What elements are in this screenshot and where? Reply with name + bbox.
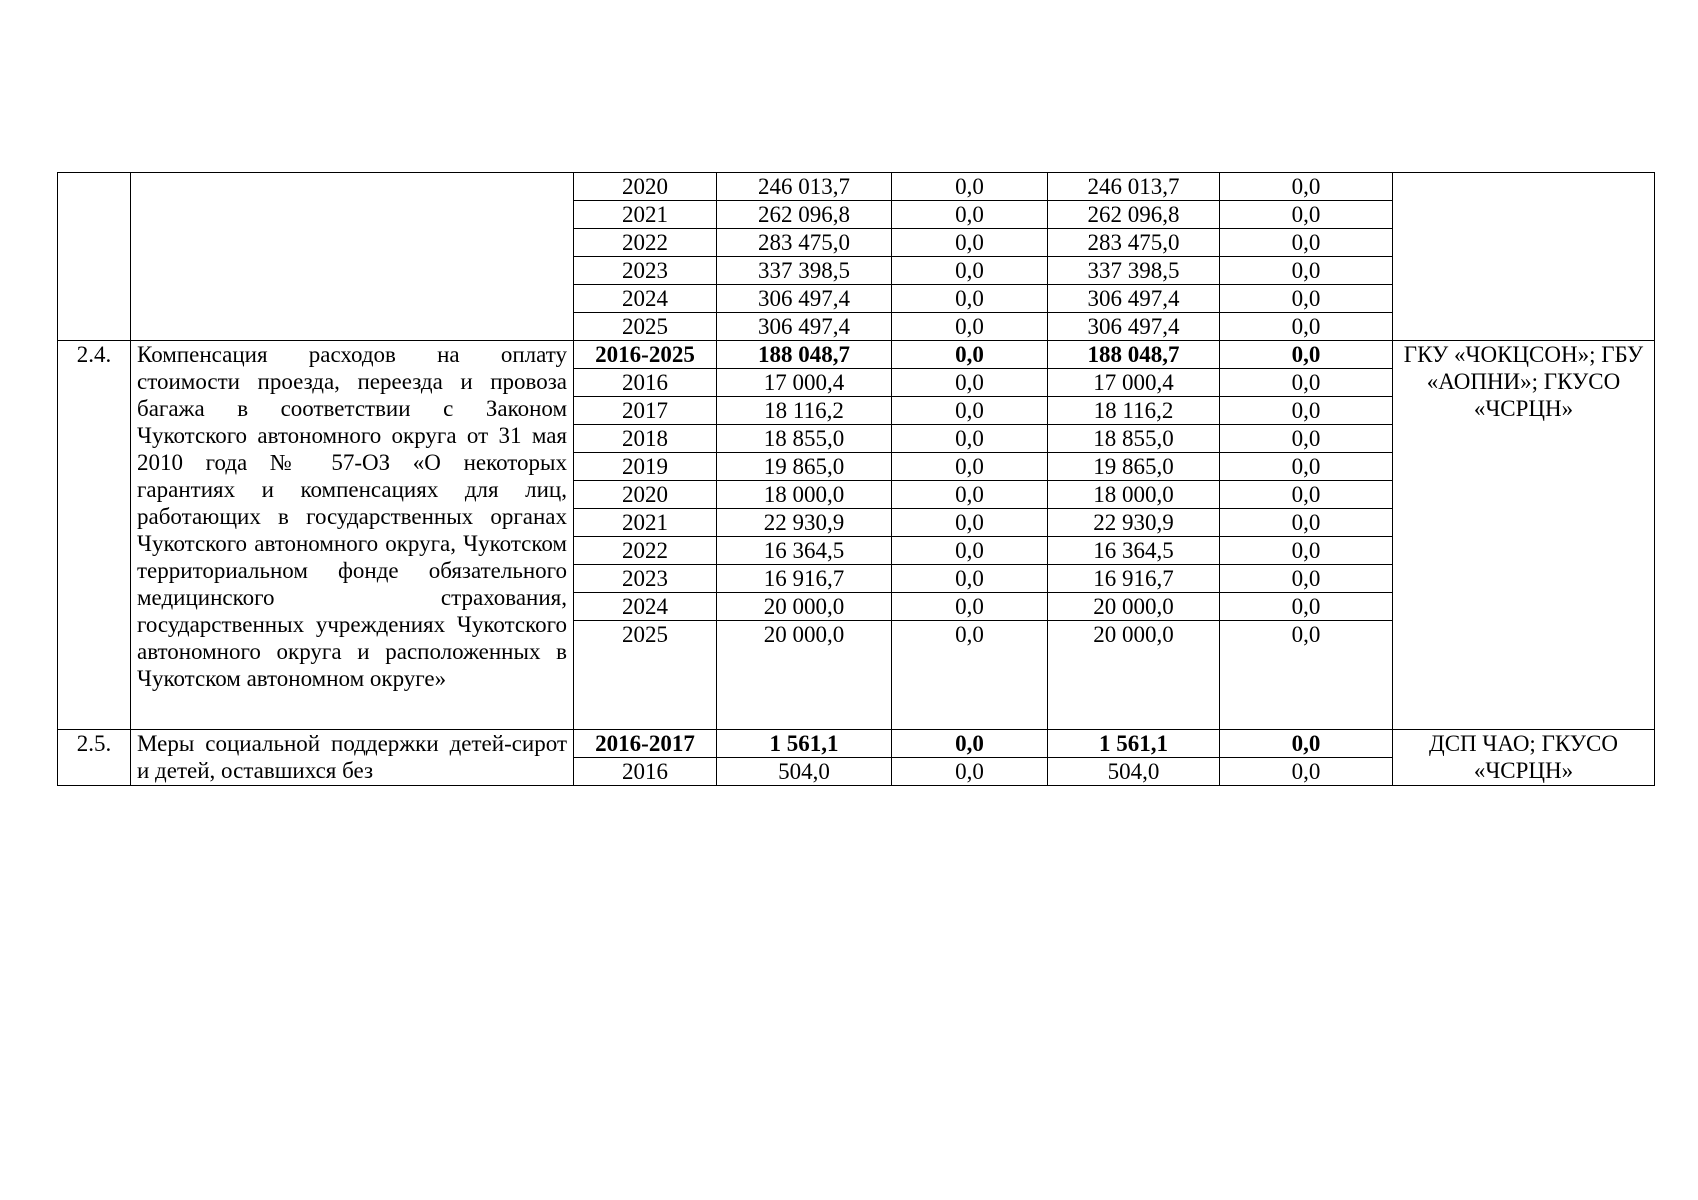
- value-cell: 16 916,7: [1048, 565, 1220, 593]
- value-cell: 0,0: [892, 173, 1048, 201]
- executor-cell: [1393, 173, 1655, 341]
- value-cell: 20 000,0: [1048, 593, 1220, 621]
- total-cell: 19 865,0: [717, 453, 892, 481]
- year-cell: 2020: [574, 173, 717, 201]
- value-cell: 246 013,7: [1048, 173, 1220, 201]
- year-cell: 2021: [574, 201, 717, 229]
- year-cell: 2018: [574, 425, 717, 453]
- value-cell: 0,0: [892, 257, 1048, 285]
- table-row-total: [58, 341, 1655, 369]
- year-cell: 2024: [574, 285, 717, 313]
- value-cell: 504,0: [1048, 758, 1220, 786]
- value-cell: 0,0: [1220, 257, 1393, 285]
- item-description: Меры социальной поддержки детей-сирот и детей, оставшихся без: [131, 730, 574, 786]
- value-cell: 0,0: [892, 453, 1048, 481]
- item-executors: ГКУ «ЧОКЦСОН»; ГБУ «АОПНИ»; ГКУСО «ЧСРЦН»: [1393, 341, 1655, 730]
- year-cell: 2024: [574, 593, 717, 621]
- year-cell: 2019: [574, 453, 717, 481]
- total-cell: 246 013,7: [717, 173, 892, 201]
- total-cell: 18 000,0: [717, 481, 892, 509]
- value-cell: 0,0: [1220, 730, 1393, 758]
- value-cell: 0,0: [1220, 313, 1393, 341]
- value-cell: 19 865,0: [1048, 453, 1220, 481]
- value-cell: 0,0: [1220, 229, 1393, 257]
- value-cell: 0,0: [892, 509, 1048, 537]
- value-cell: 0,0: [1220, 481, 1393, 509]
- value-cell: 0,0: [1220, 537, 1393, 565]
- description-cell: [131, 173, 574, 341]
- value-cell: 188 048,7: [1048, 341, 1220, 369]
- total-cell: 18 855,0: [717, 425, 892, 453]
- total-cell: 16 364,5: [717, 537, 892, 565]
- value-cell: 0,0: [1220, 341, 1393, 369]
- value-cell: 0,0: [892, 397, 1048, 425]
- table-row-total: [58, 730, 1655, 758]
- value-cell: 0,0: [892, 730, 1048, 758]
- year-cell: 2016: [574, 369, 717, 397]
- value-cell: 0,0: [1220, 425, 1393, 453]
- value-cell: 0,0: [892, 313, 1048, 341]
- value-cell: 0,0: [892, 341, 1048, 369]
- value-cell: 0,0: [892, 621, 1048, 730]
- value-cell: 0,0: [1220, 173, 1393, 201]
- year-cell: 2022: [574, 537, 717, 565]
- year-cell: 2021: [574, 509, 717, 537]
- value-cell: 0,0: [1220, 397, 1393, 425]
- value-cell: 0,0: [892, 593, 1048, 621]
- value-cell: 306 497,4: [1048, 285, 1220, 313]
- value-cell: 22 930,9: [1048, 509, 1220, 537]
- year-cell: 2017: [574, 397, 717, 425]
- total-cell: 306 497,4: [717, 313, 892, 341]
- value-cell: 0,0: [1220, 565, 1393, 593]
- value-cell: 0,0: [892, 425, 1048, 453]
- year-cell: 2025: [574, 621, 717, 730]
- year-cell: 2020: [574, 481, 717, 509]
- total-cell: 20 000,0: [717, 621, 892, 730]
- value-cell: 0,0: [1220, 201, 1393, 229]
- total-cell: 18 116,2: [717, 397, 892, 425]
- item-description: Компенсация расходов на оплату стоимости проезда, переезда и провоза багажа в соответствии с Законом Чукотского автономного округа от 31 мая 2010 года № 57-ОЗ «О некоторых гарантиях и компенсациях для лиц, работающих в государственных органах Чукотского автономного округа, Чукотском территориальном фонде обязательного медицинского страхования, государственных учреждениях Чукотского автономного округа и расположенных в Чукотском автономном округе»: [131, 341, 574, 730]
- total-cell: 20 000,0: [717, 593, 892, 621]
- year-cell: 2022: [574, 229, 717, 257]
- value-cell: 0,0: [1220, 621, 1393, 730]
- value-cell: 0,0: [892, 285, 1048, 313]
- total-cell: 16 916,7: [717, 565, 892, 593]
- value-cell: 0,0: [1220, 509, 1393, 537]
- value-cell: 0,0: [892, 565, 1048, 593]
- item-number: 2.5.: [58, 730, 131, 786]
- item-number: 2.4.: [58, 341, 131, 730]
- value-cell: 18 116,2: [1048, 397, 1220, 425]
- value-cell: 20 000,0: [1048, 621, 1220, 730]
- table-row: [58, 173, 1655, 201]
- value-cell: 1 561,1: [1048, 730, 1220, 758]
- value-cell: 0,0: [892, 758, 1048, 786]
- value-cell: 18 855,0: [1048, 425, 1220, 453]
- value-cell: 0,0: [892, 201, 1048, 229]
- value-cell: 306 497,4: [1048, 313, 1220, 341]
- value-cell: 0,0: [1220, 758, 1393, 786]
- total-cell: 262 096,8: [717, 201, 892, 229]
- value-cell: 337 398,5: [1048, 257, 1220, 285]
- total-cell: 17 000,4: [717, 369, 892, 397]
- value-cell: 0,0: [1220, 593, 1393, 621]
- value-cell: 283 475,0: [1048, 229, 1220, 257]
- total-cell: 306 497,4: [717, 285, 892, 313]
- total-cell: 188 048,7: [717, 341, 892, 369]
- year-cell: 2023: [574, 565, 717, 593]
- value-cell: 16 364,5: [1048, 537, 1220, 565]
- value-cell: 0,0: [892, 537, 1048, 565]
- item-executors: ДСП ЧАО; ГКУСО «ЧСРЦН»: [1393, 730, 1655, 786]
- value-cell: 0,0: [892, 481, 1048, 509]
- year-cell: 2023: [574, 257, 717, 285]
- total-cell: 337 398,5: [717, 257, 892, 285]
- total-cell: 1 561,1: [717, 730, 892, 758]
- total-cell: 283 475,0: [717, 229, 892, 257]
- year-cell: 2016-2025: [574, 341, 717, 369]
- value-cell: 0,0: [1220, 285, 1393, 313]
- value-cell: 0,0: [892, 229, 1048, 257]
- year-cell: 2016: [574, 758, 717, 786]
- total-cell: 504,0: [717, 758, 892, 786]
- value-cell: 0,0: [1220, 369, 1393, 397]
- year-cell: 2025: [574, 313, 717, 341]
- budget-table: [57, 172, 1655, 786]
- value-cell: 262 096,8: [1048, 201, 1220, 229]
- value-cell: 18 000,0: [1048, 481, 1220, 509]
- value-cell: 17 000,4: [1048, 369, 1220, 397]
- total-cell: 22 930,9: [717, 509, 892, 537]
- value-cell: 0,0: [892, 369, 1048, 397]
- year-cell: 2016-2017: [574, 730, 717, 758]
- number-cell: [58, 173, 131, 341]
- value-cell: 0,0: [1220, 453, 1393, 481]
